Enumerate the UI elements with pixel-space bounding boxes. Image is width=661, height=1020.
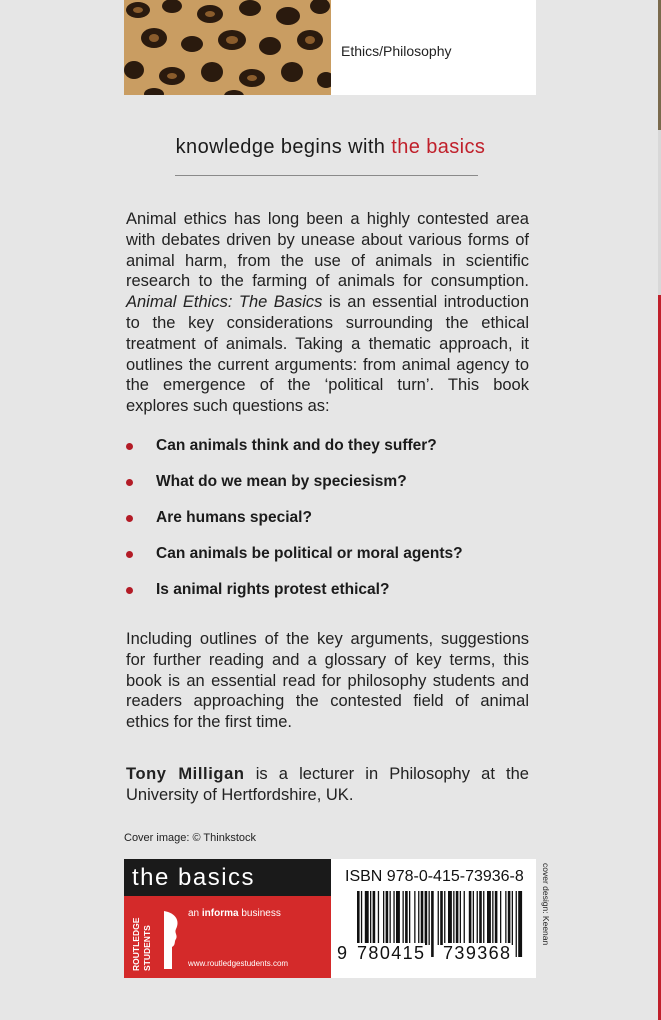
ean-left-digits: 780415 bbox=[357, 943, 426, 963]
barcode-bar bbox=[405, 891, 408, 945]
bullet-icon bbox=[126, 515, 133, 522]
isbn-label: ISBN 978-0-415-73936-8 bbox=[345, 868, 524, 885]
book-description bbox=[126, 209, 529, 417]
series-banner bbox=[124, 859, 331, 896]
bullet-icon bbox=[126, 587, 133, 594]
question-text: Are humans special? bbox=[156, 509, 312, 526]
series-title: the basics bbox=[132, 864, 256, 891]
tagline-divider bbox=[175, 175, 478, 176]
category-panel bbox=[331, 0, 536, 95]
barcode-bar bbox=[495, 891, 498, 945]
cover-design-credit: cover design: Keenan bbox=[541, 863, 551, 946]
blurb-part1: Animal ethics has long been a highly contested area with debates driven by unease about various forms of animal harm, from the use of animals in scientific research to the farming of animals for consumption. bbox=[126, 210, 529, 291]
barcode-bar bbox=[403, 891, 404, 945]
barcode-bar bbox=[479, 891, 482, 945]
question-text: Can animals think and do they suffer? bbox=[156, 437, 437, 454]
informa-business-label bbox=[188, 908, 281, 919]
bullet-icon bbox=[126, 443, 133, 450]
barcode-bar bbox=[460, 891, 461, 945]
barcode-bar bbox=[438, 891, 439, 945]
question-item bbox=[126, 543, 536, 579]
barcode-bar bbox=[378, 891, 379, 945]
question-list bbox=[126, 435, 536, 615]
barcode-bar bbox=[512, 891, 513, 945]
barcode-bar bbox=[518, 891, 522, 957]
question-item bbox=[126, 471, 536, 507]
barcode-bar bbox=[516, 891, 517, 957]
barcode-bar bbox=[421, 891, 424, 945]
barcode-bar bbox=[464, 891, 465, 945]
barcode-bar bbox=[370, 891, 371, 945]
blurb-book-title: Animal Ethics: The Basics bbox=[126, 293, 323, 312]
informa-prefix: an bbox=[188, 908, 202, 919]
barcode-bar bbox=[414, 891, 415, 945]
question-text: Can animals be political or moral agents? bbox=[156, 545, 463, 562]
bullet-icon bbox=[126, 551, 133, 558]
barcode-bar bbox=[505, 891, 506, 945]
svg-text:STUDENTS: STUDENTS bbox=[142, 925, 152, 971]
book-outline: Including outlines of the key arguments, suggestions for further reading and a glossary of key terms, this book is an essential read for philosophy students and readers approaching the contested field of animal ethics for the first time. bbox=[126, 630, 529, 732]
series-tagline bbox=[0, 136, 661, 159]
barcode-bar bbox=[456, 891, 459, 945]
svg-text:ROUTLEDGE: ROUTLEDGE bbox=[131, 917, 141, 971]
barcode-bar bbox=[469, 891, 472, 945]
profile-logo-icon bbox=[160, 911, 182, 969]
bullet-icon bbox=[126, 479, 133, 486]
barcode-bar bbox=[396, 891, 400, 945]
category-label: Ethics/Philosophy bbox=[341, 43, 452, 59]
cover-image-credit: Cover image: © Thinkstock bbox=[124, 832, 257, 844]
barcode-bar bbox=[390, 891, 391, 945]
barcode-bar bbox=[425, 891, 428, 945]
barcode-bar bbox=[500, 891, 501, 945]
routledge-logo bbox=[130, 903, 156, 973]
barcode-bar bbox=[429, 891, 430, 945]
question-item bbox=[126, 435, 536, 471]
ean-first-digit: 9 bbox=[337, 943, 349, 963]
question-text: Is animal rights protest ethical? bbox=[156, 581, 390, 598]
publisher-website: www.routledgestudents.com bbox=[188, 959, 289, 968]
tagline-accent: the basics bbox=[391, 136, 486, 158]
barcode-bar bbox=[365, 891, 369, 945]
question-item bbox=[126, 507, 536, 543]
publisher-panel bbox=[124, 859, 331, 978]
informa-suffix: business bbox=[238, 908, 281, 919]
barcode-bar bbox=[393, 891, 394, 945]
informa-bold: informa bbox=[201, 908, 239, 919]
author-name: Tony Milligan bbox=[126, 765, 245, 783]
barcode-bar bbox=[383, 891, 384, 945]
barcode-bar bbox=[444, 891, 445, 945]
blurb-part2: is an essential introduction to the key considerations surrounding the ethical treatment of animals. Taking a thematic approach, it outlines the current arguments: from animal agency to the emergence of the ‘political turn’. This book explores such questions as: bbox=[126, 293, 529, 416]
isbn-panel bbox=[331, 859, 536, 978]
barcode-bar bbox=[373, 891, 376, 945]
cover-leopard-image bbox=[124, 0, 331, 95]
barcode-bar bbox=[448, 891, 452, 945]
barcode-bar bbox=[440, 891, 443, 945]
author-bio bbox=[126, 764, 529, 806]
author-description: is a lecturer in Philosophy at the University of Hertfordshire, UK. bbox=[126, 765, 529, 804]
barcode-bar bbox=[431, 891, 434, 957]
barcode-bar bbox=[409, 891, 410, 945]
barcode-bar bbox=[487, 891, 491, 945]
tagline-lead: knowledge begins with bbox=[175, 136, 392, 158]
barcode-bar bbox=[473, 891, 474, 945]
barcode-bar bbox=[483, 891, 484, 945]
barcode-bar bbox=[492, 891, 493, 945]
barcode-bar bbox=[418, 891, 419, 945]
barcode-bar bbox=[386, 891, 389, 945]
question-text: What do we mean by speciesism? bbox=[156, 473, 407, 490]
barcode-bar bbox=[453, 891, 454, 945]
barcode-bar bbox=[508, 891, 511, 945]
ean-right-digits: 739368 bbox=[443, 943, 512, 963]
question-item bbox=[126, 579, 536, 615]
barcode-bar bbox=[477, 891, 478, 945]
